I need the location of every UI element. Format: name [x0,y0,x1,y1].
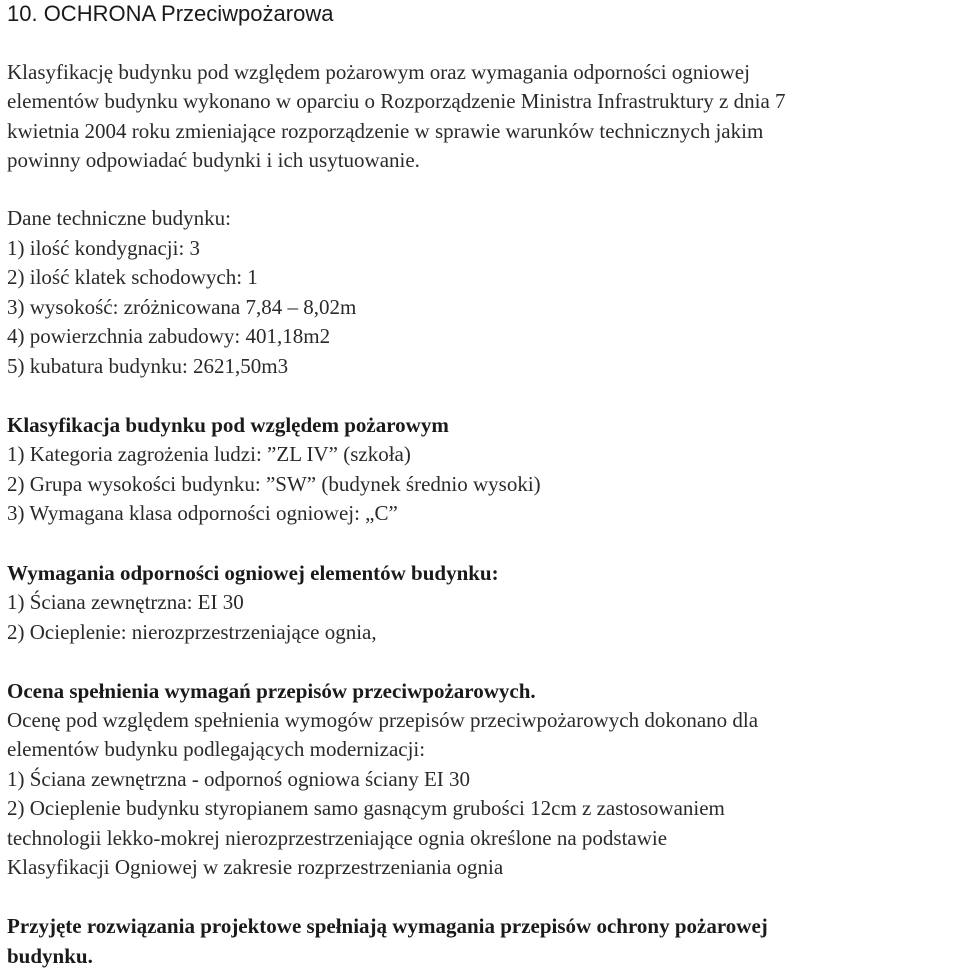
assessment-line: 1) Ściana zewnętrzna - odpornoś ogniowa ściany EI 30 [7,767,471,791]
intro-line: kwietnia 2004 roku zmieniające rozporządzenie w sprawie warunków technicznych jakim [7,119,764,143]
intro-line: Klasyfikację budynku pod względem pożarowym oraz wymagania odporności ogniowej [7,60,750,84]
classification-title: Klasyfikacja budynku pod względem pożarowym [7,413,449,437]
assessment-title: Ocena spełnienia wymagań przepisów przeciwpożarowych. [7,679,536,703]
technical-title: Dane techniczne budynku: [7,206,231,230]
requirements-title: Wymagania odporności ogniowej elementów budynku: [7,561,499,585]
conclusion-line: budynku. [7,944,93,968]
conclusion-line: Przyjęte rozwiązania projektowe spełniają wymagania przepisów ochrony pożarowej [7,914,768,938]
technical-item: 3) wysokość: zróżnicowana 7,84 – 8,02m [7,295,357,319]
technical-item: 4) powierzchnia zabudowy: 401,18m2 [7,324,331,348]
intro-line: powinny odpowiadać budynki i ich usytuowanie. [7,148,420,172]
assessment-line: 2) Ocieplenie budynku styropianem samo gasnącym grubości 12cm z zastosowaniem [7,796,725,820]
technical-item: 1) ilość kondygnacji: 3 [7,236,201,260]
technical-item: 2) ilość klatek schodowych: 1 [7,265,258,289]
technical-item: 5) kubatura budynku: 2621,50m3 [7,354,289,378]
classification-item: 3) Wymagana klasa odporności ogniowej: „C” [7,501,398,525]
classification-item: 2) Grupa wysokości budynku: ”SW” (budynek średnio wysoki) [7,472,541,496]
requirements-item: 2) Ocieplenie: nierozprzestrzeniające ognia, [7,620,377,644]
requirements-item: 1) Ściana zewnętrzna: EI 30 [7,590,244,614]
classification-item: 1) Kategoria zagrożenia ludzi: ”ZL IV” (szkoła) [7,442,411,466]
assessment-line: Klasyfikacji Ogniowej w zakresie rozprzestrzeniania ognia [7,855,504,879]
assessment-line: Ocenę pod względem spełnienia wymogów przepisów przeciwpożarowych dokonano dla [7,708,759,732]
intro-line: elementów budynku wykonano w oparciu o Rozporządzenie Ministra Infrastruktury z dnia 7 [7,89,786,113]
assessment-line: elementów budynku podlegających modernizacji: [7,737,426,761]
section-heading: 10. OCHRONA Przeciwpożarowa [7,1,334,26]
assessment-line: technologii lekko-mokrej nierozprzestrzeniające ognia określone na podstawie [7,826,668,850]
